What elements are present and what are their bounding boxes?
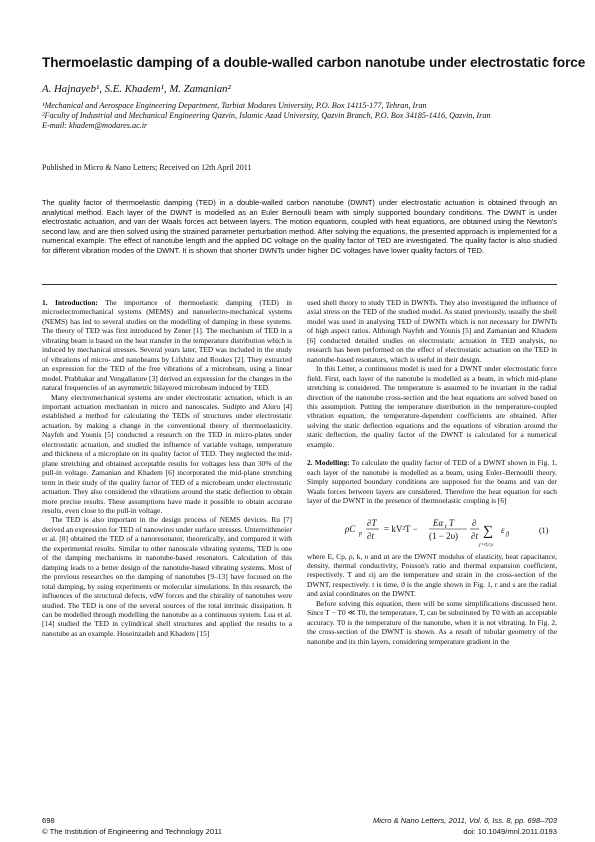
- intro-paragraph-3: The TED is also important in the design process of NEMS devices. Ru [7] derived an expression for TED of nanowires under surface stresses. Unterreithmeier et al. [8] obtained the TED of a nanoresonator, theoretically, and compared it with the experimental results. Similar to other nanoscale vibrating systems, TED is one of the damping mechanisms in nanotube-based resonators. Calculation of this damping leads to a better design of the nanotube-based vibrating systems. Most of the previous researches on the damping of nanotubes [9–13] have focused on the total damping, by using experiments or molecular simulations. In this research, the influences of the structural defects, vdW forces and the chirality of nanotubes were studied. The TED is one of the several sources of the total intrinsic dissipation. It can be modelled through modelling the nanotube as a continuous system. Lua et al. [14] studied the TED in cylindrical shell structures and applied the results to a nanotube as an example. Hoseinzadeh and Khadem [15]: [42, 515, 292, 638]
- footer-left: [42, 816, 222, 837]
- svg-text:Eα: Eα: [433, 517, 444, 528]
- abstract: The quality factor of thermoelastic damping (TED) in a double-walled carbon nanotube (DWNT) under electrostatic actuation is obtained through an analytical method. Each layer of the DWNT is modelled as an Euler Bernoulli beam with simply supported boundary conditions. The DWNT is under electrostatic actuation, and van der Waals forces act between layers. The motion equations, coupled with heat equations, are obtained using the Newton's second law, and are then solved using the strained parameter perturbation method. After solving the equations, the presented approach is implemented for a numerical example. The effect of nanotube length and the applied DC voltage on the quality factor of TED are investigated. The quality factor is also studied for different vibration modes of the DWNT. It is shown that shorter DWNTs under higher DC voltages have lower quality factors of TED.: [42, 198, 557, 255]
- equation-1: [307, 506, 557, 552]
- section-heading-modelling: 2. Modelling:: [307, 458, 350, 468]
- equation-1-graphic: [307, 506, 557, 552]
- publication-note: Published in Micro & Nano Letters; Received on 12th April 2011: [42, 163, 252, 172]
- doi-link[interactable]: doi: 10.1049/mnl.2011.0193: [463, 826, 557, 836]
- intro-paragraph-4: used shell theory to study TED in DWNTs. They also investigated the influence of axial stress on the TED of the studied model. As stated previously, usually the shell model was used in analysing TED of DWNTs which is not necessary for DWNTs of high aspect ratios. Although Nayfeh and Younis [5] and Zamanian and Khadem [6] conducted detailed studies on electrostatic actuation in TED analysis, no research has been performed on the effect of electrostatic actuation on the TED in nanotube-based resonators, which is useful in their design.: [307, 298, 557, 364]
- svg-text:∂t: ∂t: [471, 530, 478, 541]
- page-number: 698: [42, 816, 55, 825]
- copyright-notice: © The Institution of Engineering and Technology 2011: [42, 826, 222, 836]
- svg-text:ρC: ρC: [345, 523, 356, 534]
- svg-text:= kV²T −: = kV²T −: [384, 523, 418, 534]
- svg-text:jj: jj: [506, 530, 510, 537]
- modelling-paragraph-1: 2. Modelling: To calculate the quality factor of TED of a DWNT shown in Fig. 1, each layer of the nanotube is modelled as a beam, using Euler–Bernoulli theory. Simply supported boundary conditions are supposed for the beams and van der Waals forces between layers are considered. Therefore the heat equation for each layer of the DWNT in the presence of thermoelastic coupling is [6]: [307, 458, 557, 506]
- equation-number: (1): [539, 525, 549, 535]
- svg-text:p: p: [359, 530, 362, 537]
- modelling-paragraph-3: Before solving this equation, there will be some simplifications discussed here. Since T − T0 ≪ T0, the temperature, T, can be substituted by T0 with an acceptable accuracy. T0 is the temperature of the nanotube, when it is not vibrating. In Fig. 2, the cross-section of the DWNT is shown. As a result of tubular geometry of the nanotube and its thin layers, considering temperature gradient in the: [307, 598, 557, 646]
- svg-text:∂t: ∂t: [367, 530, 374, 541]
- svg-text:∑: ∑: [483, 523, 493, 539]
- paper-title: Thermoelastic damping of a double-walled carbon nanotube under electrostatic force: [42, 55, 586, 70]
- affiliations: [42, 101, 562, 132]
- author-list: A. Hajnayeb¹, S.E. Khadem¹, M. Zamanian²: [42, 83, 231, 95]
- intro-paragraph-1: 1. Introduction: The importance of thermoelastic damping (TED) in microelectromechanical systems (MEMS) and nanoelectro-mechanical systems (NEMS) has led to several studies on the modelling of damping in these systems. The theory of TED was first introduced by Zener [1]. The mechanism of TED in a vibrating beam is based on the heat transfer in the temperature distribution which is induced by mechanical stresses. Several years later, TED was included in the study of vibrations of micro- and nanobeams by Lifshitz and Roukes [2]. They extracted an expression for the TED of the free vibrations of a microbeam, using a linear model. Prabhakar and Vengallatore [3] derived an expression for the changes in the natural frequencies of an asymmetric bilayered microbeam induced by TED.: [42, 298, 292, 393]
- svg-text:∂: ∂: [472, 517, 477, 528]
- affiliation-1: ¹Mechanical and Aerospace Engineering Department, Tarbiat Modares University, P.O. Box 14115-177, Tehran, Iran: [42, 101, 427, 110]
- contact-email: E-mail: khadem@modares.ac.ir: [42, 121, 148, 131]
- svg-text:∂T: ∂T: [367, 517, 377, 528]
- journal-citation: Micro & Nano Letters, 2011, Vol. 6, Iss. 8, pp. 698–703: [372, 816, 557, 825]
- footer-right: [330, 816, 557, 837]
- section-heading-introduction: 1. Introduction:: [42, 298, 98, 307]
- svg-text:j=ϑ,r,s: j=ϑ,r,s: [479, 541, 494, 548]
- svg-text:T: T: [449, 517, 455, 528]
- modelling-paragraph-2: where E, Cp, ρ, k, υ and αt are the DWNT modulus of elasticity, heat capacitance, density, thermal conductivity, Poisson's ratio and thermal expansion coefficient, respectively. T and εij are the temperature and strain in the cross-section of the DWNT, respectively. t is time, ϑ is the angle shown in Fig. 1, r and s are the radial and axial coordinates on the DWNT.: [307, 551, 557, 599]
- svg-text:(1 − 2υ): (1 − 2υ): [429, 530, 459, 541]
- intro-paragraph-2: Many electromechanical systems are under electrostatic actuation, which is an important actuation mechanism in micro and nanoscales. Sudipto and Aluru [4] established a method for calculating the TEDs of structures under electrostatic actuation, by making a change in the conventional theory of thermoelasticity. Nayfeh and Younis [5] conducted a research on the TED in micro-plates under electrostatic actuation, and studied the influence of variable voltage, temperature and thickness of a microplate on its quality factor of TED. They neglected the mid-plane stretching and obtained acceptable results for voltages less than 30% of the pull-in voltage. Zamanian and Khadem [6] incorporated the mid-plane stretching term in their study of the quality factor of TED of a microbeam under electrostatic actuation. They also considered the vibrations around the static deflection to obtain more precise results. These assumptions have made it possible to obtain accurate results, even close to the pull-in voltage.: [42, 392, 292, 515]
- intro-paragraph-5: In this Letter, a continuous model is used for a DWNT under electrostatic force field. First, each layer of the nanotube is modelled as a beam, in which mid-plane stretching is considered. The temperature is assumed to be invariant in the radial direction of the nanotube cross-section and the heat equations are solved based on this assumption. Putting the temperature distribution in the temperature-coupled vibration equation, the temperature-dependent coefficients are obtained. After solving the static deflection equations and the equations of vibration around the static deflection, the quality factor of the DWNT is calculated for a numerical example.: [307, 364, 557, 449]
- svg-text:t: t: [445, 523, 447, 530]
- affiliation-2: ²Faculty of Industrial and Mechanical Engineering Qazvin, Islamic Azad University, Qazvin Branch, P.O. Box 34185-1416, Qazvin, Iran: [42, 111, 491, 121]
- left-column: [42, 298, 292, 638]
- right-column: [307, 298, 557, 646]
- svg-text:ε: ε: [501, 524, 505, 535]
- abstract-divider: [42, 284, 557, 285]
